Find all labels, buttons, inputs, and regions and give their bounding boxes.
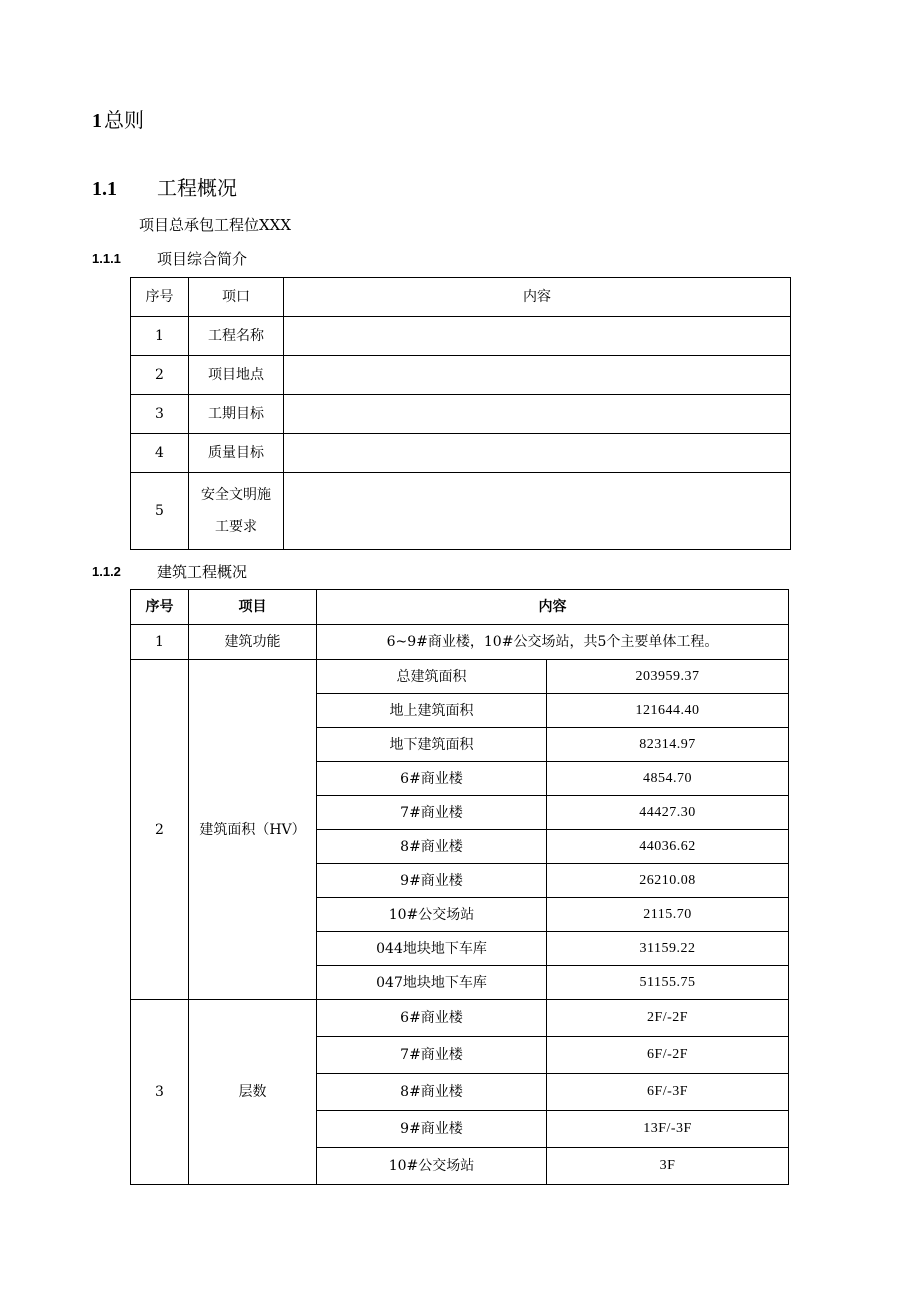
- header-no: 序号: [131, 278, 189, 317]
- row-value: 4854.70: [547, 762, 789, 796]
- header-item: 项目: [189, 590, 317, 625]
- row-name: 044地块地下车库: [317, 932, 547, 966]
- chapter-number: 1: [92, 110, 102, 132]
- row-name: 9#商业楼: [317, 864, 547, 898]
- chapter-title: 总则: [104, 108, 144, 132]
- row-value: 44036.62: [547, 830, 789, 864]
- row-no: 1: [131, 317, 189, 356]
- row-content: [284, 317, 791, 356]
- row-value: 26210.08: [547, 864, 789, 898]
- row-value: 82314.97: [547, 728, 789, 762]
- row-item-line2: 工要求: [215, 519, 257, 535]
- row-name: 7#商业楼: [317, 796, 547, 830]
- table-row: [131, 395, 791, 434]
- table-row: [131, 434, 791, 473]
- row-no: 4: [131, 434, 189, 473]
- row-value: 6F/-3F: [547, 1074, 789, 1111]
- row-item: 工期目标: [189, 395, 284, 434]
- row-name: 10#公交场站: [317, 1148, 547, 1185]
- table-row: [131, 473, 791, 550]
- row-name: 7#商业楼: [317, 1037, 547, 1074]
- subsection-title-1: 项目综合简介: [157, 250, 248, 268]
- header-no: 序号: [131, 590, 189, 625]
- row-content: [284, 434, 791, 473]
- row-value: 203959.37: [547, 660, 789, 694]
- row-name: 8#商业楼: [317, 830, 547, 864]
- table-row: [131, 660, 789, 694]
- table-header-row: [131, 278, 791, 317]
- row-content: [284, 473, 791, 550]
- row-name: 047地块地下车库: [317, 966, 547, 1000]
- row-value: 3F: [547, 1148, 789, 1185]
- header-content: 内容: [284, 278, 791, 317]
- intro-paragraph: 项目总承包工程位XXX: [139, 216, 292, 234]
- row-item: [189, 473, 284, 550]
- group-no: 3: [131, 1000, 189, 1185]
- table-row: [131, 1000, 789, 1037]
- table-row: [131, 625, 789, 660]
- group-no: 2: [131, 660, 189, 1000]
- row-name: 6#商业楼: [317, 762, 547, 796]
- row-no: 5: [131, 473, 189, 550]
- row-content: [284, 395, 791, 434]
- row-value: 51155.75: [547, 966, 789, 1000]
- table-row: [131, 317, 791, 356]
- row-item: 工程名称: [189, 317, 284, 356]
- table-row: [131, 356, 791, 395]
- row-name: 8#商业楼: [317, 1074, 547, 1111]
- row-content: 6~9#商业楼，10#公交场站，共5个主要单体工程。: [317, 625, 789, 660]
- project-summary-table: [130, 277, 791, 550]
- row-value: 13F/-3F: [547, 1111, 789, 1148]
- group-item: 层数: [189, 1000, 317, 1185]
- row-value: 2F/-2F: [547, 1000, 789, 1037]
- row-no: 3: [131, 395, 189, 434]
- header-content: 内容: [317, 590, 789, 625]
- row-name: 总建筑面积: [317, 660, 547, 694]
- subsection-number-1: 1.1.1: [92, 251, 121, 266]
- subsection-number-2: 1.1.2: [92, 564, 121, 579]
- group-item: 建筑面积（HV）: [189, 660, 317, 1000]
- table-header-row: [131, 590, 789, 625]
- row-name: 10#公交场站: [317, 898, 547, 932]
- chapter-heading: [92, 106, 144, 135]
- row-item: 质量目标: [189, 434, 284, 473]
- row-value: 6F/-2F: [547, 1037, 789, 1074]
- row-name: 地上建筑面积: [317, 694, 547, 728]
- row-name: 地下建筑面积: [317, 728, 547, 762]
- row-content: [284, 356, 791, 395]
- header-item: 项口: [189, 278, 284, 317]
- row-no: 2: [131, 356, 189, 395]
- row-item: 建筑功能: [189, 625, 317, 660]
- subsection-title-2: 建筑工程概况: [157, 563, 248, 581]
- row-value: 2115.70: [547, 898, 789, 932]
- row-item: 项目地点: [189, 356, 284, 395]
- section-number: 1.1: [92, 178, 117, 200]
- section-title: 工程概况: [157, 176, 237, 200]
- row-no: 1: [131, 625, 189, 660]
- row-item-line1: 安全文明施: [201, 487, 271, 503]
- row-value: 44427.30: [547, 796, 789, 830]
- building-overview-table: [130, 589, 789, 1185]
- row-value: 121644.40: [547, 694, 789, 728]
- row-name: 6#商业楼: [317, 1000, 547, 1037]
- row-value: 31159.22: [547, 932, 789, 966]
- row-name: 9#商业楼: [317, 1111, 547, 1148]
